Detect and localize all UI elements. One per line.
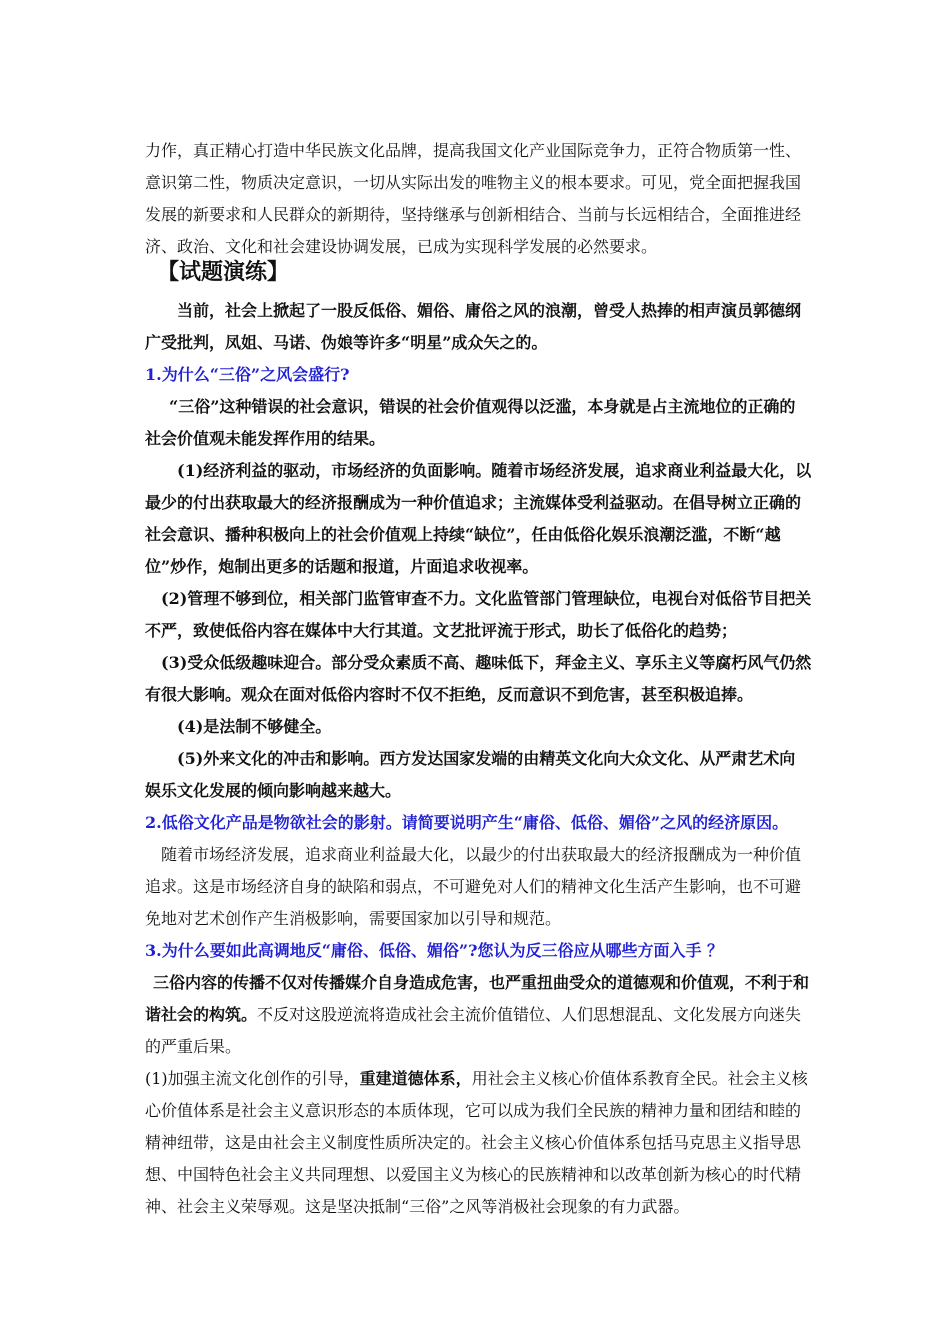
answer-line: 想、中国特色社会主义共同理想、以爱国主义为核心的民族精神和以改革创新为核心的时代精 (145, 1165, 802, 1184)
question-1: 1.为什么“三俗”之风会盛行? (145, 365, 350, 384)
question-3: 3.为什么要如此高调地反“庸俗、低俗、媚俗”?您认为反三俗应从哪些方面入手 ？ (145, 941, 724, 960)
answer-line: 随着市场经济发展，追求商业利益最大化，以最少的付出获取最大的经济报酬成为一种价值 (161, 845, 802, 864)
answer-normal-part: 用社会主义核心价值体系教育全民。社会主义核 (471, 1069, 808, 1088)
answer-line: 社会意识、播种积极向上的社会价值观上持续“缺位”，任由低俗化娱乐浪潮泛滥，不断“越 (145, 525, 781, 544)
answer-line: 免地对艺术创作产生消极影响，需要国家加以引导和规范。 (145, 909, 562, 928)
answer-line: (1)经济利益的驱动，市场经济的负面影响。随着市场经济发展，追求商业利益最大化，以 (177, 461, 812, 480)
answer-line: (5)外来文化的冲击和影响。西方发达国家发端的由精英文化向大众文化、从严肃艺术向 (177, 749, 796, 768)
answer-line: “三俗”这种错误的社会意识，错误的社会价值观得以泛滥，本身就是占主流地位的正确的 (169, 397, 796, 416)
answer-bold-part: 重建道德体系， (359, 1069, 472, 1088)
answer-line: 追求。这是市场经济自身的缺陷和弱点，不可避免对人们的精神文化生活产生影响，也不可避 (145, 877, 802, 896)
answer-line (145, 1005, 801, 1025)
answer-line: 的严重后果。 (145, 1037, 242, 1056)
answer-bold-part: 谐社会的构筑。 (145, 1005, 258, 1024)
intro-line: 当前，社会上掀起了一股反低俗、媚俗、庸俗之风的浪潮，曾受人热捧的相声演员郭德纲 (177, 301, 802, 320)
paragraph-line: 济、政治、文化和社会建设协调发展，已成为实现科学发展的必然要求。 (145, 237, 658, 256)
answer-line: 不严，致使低俗内容在媒体中大行其道。文艺批评流于形式，助长了低俗化的趋势； (145, 621, 738, 640)
answer-line: (2)管理不够到位，相关部门监管审查不力。文化监管部门管理缺位，电视台对低俗节目把关 (161, 589, 812, 608)
paragraph-line: 发展的新要求和人民群众的新期待，坚持继承与创新相结合、当前与长远相结合，全面推进经 (145, 205, 802, 224)
question-2: 2.低俗文化产品是物欲社会的影射。请简要说明产生“庸俗、低俗、媚俗”之风的经济原因。 (145, 813, 789, 832)
answer-line: (3)受众低级趣味迎合。部分受众素质不高、趣味低下，拜金主义、享乐主义等腐朽风气仍然 (161, 653, 812, 672)
answer-line: 精神纽带，这是由社会主义制度性质所决定的。社会主义核心价值体系包括马克思主义指导思 (145, 1133, 802, 1152)
answer-line: 有很大影响。观众在面对低俗内容时不仅不拒绝，反而意识不到危害，甚至积极追捧。 (145, 685, 754, 704)
answer-line: (4)是法制不够健全。 (177, 717, 332, 736)
answer-line: 三俗内容的传播不仅对传播媒介自身造成危害，也严重扭曲受众的道德观和价值观，不利于和 (153, 973, 810, 992)
paragraph-line: 力作，真正精心打造中华民族文化品牌，提高我国文化产业国际竞争力，正符合物质第一性、 (145, 141, 802, 160)
answer-line: 最少的付出获取最大的经济报酬成为一种价值追求；主流媒体受利益驱动。在倡导树立正确的 (145, 493, 802, 512)
answer-line: 社会价值观未能发挥作用的结果。 (145, 429, 386, 448)
answer-line: 心价值体系是社会主义意识形态的本质体现，它可以成为我们全民族的精神力量和团结和睦的 (145, 1101, 802, 1120)
answer-line: 位”炒作，炮制出更多的话题和报道，片面追求收视率。 (145, 557, 539, 576)
answer-line: 娱乐文化发展的倾向影响越来越大。 (145, 781, 402, 800)
answer-normal-part: 不反对这股逆流将造成社会主流价值错位、人们思想混乱、文化发展方向迷失 (257, 1005, 802, 1024)
answer-line: 神、社会主义荣辱观。这是坚决抵制“三俗”之风等消极社会现象的有力武器。 (145, 1197, 690, 1216)
section-heading: 【试题演练】 (157, 259, 290, 285)
intro-line: 广受批判，凤姐、马诺、伪娘等许多“明星”成众矢之的。 (145, 333, 548, 352)
answer-line (145, 1069, 808, 1089)
paragraph-line: 意识第二性，物质决定意识，一切从实际出发的唯物主义的根本要求。可见，党全面把握我国 (145, 173, 802, 192)
answer-normal-part: (1)加强主流文化创作的引导， (145, 1069, 360, 1088)
